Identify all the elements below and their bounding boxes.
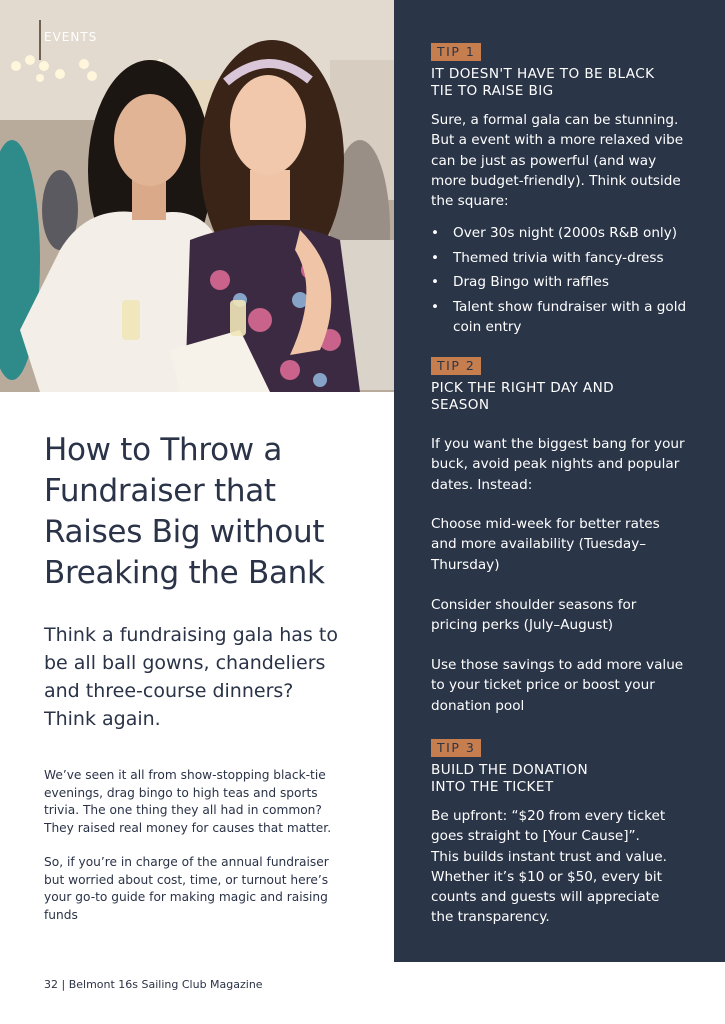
- tip1-text-line: Sure, a formal gala can be stunning.: [431, 112, 679, 128]
- tips-panel: [394, 0, 725, 962]
- tip3-heading: [431, 762, 691, 796]
- guide-paragraph-line: So, if you’re in charge of the annual fundraiser: [44, 855, 329, 869]
- tip1-text-line: can be just as powerful (and way: [431, 152, 657, 169]
- guide-paragraph: [44, 854, 364, 924]
- tip3-text-line: goes straight to [Your Cause]”.: [431, 828, 640, 845]
- intro-paragraph-line: We’ve seen it all from show-stopping black-tie: [44, 768, 326, 782]
- tip1-heading-line: TIE TO RAISE BIG: [431, 83, 554, 99]
- guide-paragraph-line: but worried about cost, time, or turnout here’s: [44, 872, 329, 887]
- tip3-text-line: the transparency.: [431, 909, 550, 926]
- article-title-line: Raises Big without: [44, 514, 325, 550]
- event-photo: [0, 0, 394, 392]
- tip2-midweek: [431, 514, 699, 575]
- intro-paragraph-line: They raised real money for causes that matter.: [44, 820, 332, 835]
- tip1-heading: [431, 66, 691, 100]
- tip1-text-line: the square:: [431, 193, 509, 210]
- article-subtitle-line: Think again.: [44, 708, 161, 730]
- tip2-savings-line: donation pool: [431, 697, 525, 714]
- article-title-line: How to Throw a: [44, 432, 283, 468]
- tip2-heading-line: PICK THE RIGHT DAY AND: [431, 380, 615, 396]
- list-item: • Over 30s night (2000s R&B only): [431, 223, 701, 243]
- tip3-badge: TIP 3: [431, 739, 481, 757]
- tip2-shoulder-line: Consider shoulder seasons for: [431, 597, 637, 613]
- tip1-badge: TIP 1: [431, 43, 481, 61]
- tip1-ideas-list: [431, 223, 701, 341]
- article-subtitle: [44, 621, 374, 733]
- tip2-intro-line: buck, avoid peak nights and popular: [431, 456, 680, 473]
- article-title-line: Breaking the Bank: [44, 555, 325, 591]
- page-footer: 32 | Belmont 16s Sailing Club Magazine: [44, 978, 263, 991]
- tip2-shoulder: [431, 595, 699, 636]
- tip3-text-line: Be upfront: “$20 from every ticket: [431, 808, 666, 824]
- tip2-intro-line: If you want the biggest bang for your: [431, 436, 685, 452]
- tip1-heading-line: IT DOESN'T HAVE TO BE BLACK: [431, 66, 655, 82]
- article-subtitle-line: Think a fundraising gala has to: [44, 624, 338, 646]
- tip2-heading: [431, 380, 691, 414]
- tip2-shoulder-line: pricing perks (July–August): [431, 617, 614, 634]
- tip2-intro-line: dates. Instead:: [431, 476, 533, 493]
- tip2-heading-line: SEASON: [431, 397, 490, 413]
- article-title: [44, 430, 374, 594]
- tip3-heading-line: BUILD THE DONATION: [431, 762, 589, 778]
- list-item: • Talent show fundraiser with a gold coin entry: [431, 297, 701, 337]
- intro-paragraph: [44, 767, 364, 837]
- tip2-savings-line: to your ticket price or boost your: [431, 677, 655, 694]
- list-item: • Themed trivia with fancy-dress: [431, 248, 701, 268]
- tip3-heading-line: INTO THE TICKET: [431, 779, 554, 795]
- guide-paragraph-line: funds: [44, 907, 78, 922]
- article-title-line: Fundraiser that: [44, 473, 276, 509]
- tip1-text-line: more budget-friendly). Think outside: [431, 172, 681, 189]
- tip1-text: [431, 110, 699, 211]
- article-subtitle-line: be all ball gowns, chandeliers: [44, 652, 326, 674]
- tip2-midweek-line: Choose mid-week for better rates: [431, 516, 660, 532]
- intro-paragraph-line: trivia. The one thing they all had in common?: [44, 803, 322, 817]
- tip2-savings-line: Use those savings to add more value: [431, 657, 684, 673]
- list-item: • Drag Bingo with raffles: [431, 272, 701, 292]
- tip3-text-line: counts and guests will appreciate: [431, 889, 660, 906]
- tip2-midweek-line: and more availability (Tuesday–: [431, 536, 647, 553]
- article-subtitle-line: and three-course dinners?: [44, 680, 294, 702]
- tip2-intro: [431, 434, 699, 495]
- section-label: EVENTS: [44, 30, 98, 44]
- tip3-text-line: This builds instant trust and value.: [431, 848, 667, 865]
- tip1-text-line: But a event with a more relaxed vibe: [431, 132, 684, 149]
- tip3-text-line: Whether it’s $10 or $50, every bit: [431, 868, 663, 885]
- intro-paragraph-line: evenings, drag bingo to high teas and sports: [44, 785, 318, 800]
- guide-paragraph-line: your go-to guide for making magic and raising: [44, 890, 328, 904]
- tip3-text: [431, 806, 699, 928]
- tip2-savings: [431, 655, 699, 716]
- tip2-midweek-line: Thursday): [431, 556, 500, 573]
- event-photo-illustration: [0, 0, 394, 392]
- tip2-badge: TIP 2: [431, 357, 481, 375]
